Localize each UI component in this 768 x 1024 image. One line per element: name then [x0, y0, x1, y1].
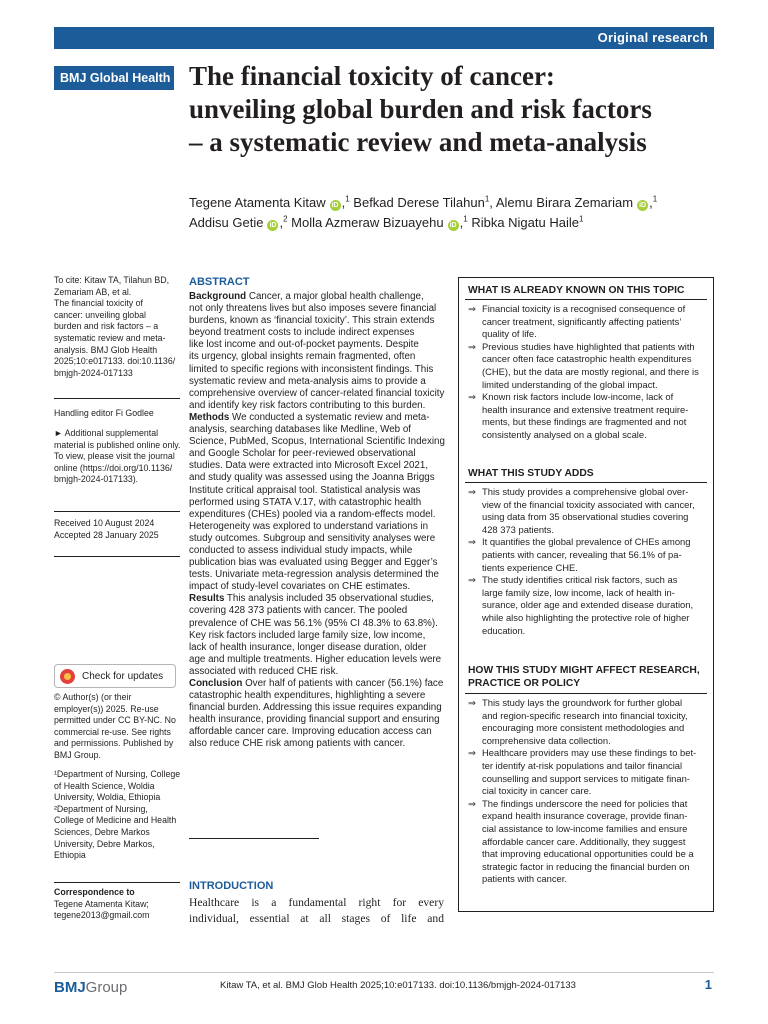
list-affect: [468, 697, 708, 886]
abstract-section-label: Methods: [189, 411, 230, 423]
divider: [54, 556, 180, 557]
footer-citation: Kitaw TA, et al. BMJ Glob Health 2025;10:e017133. doi:10.1136/bmjgh-2024-017133: [220, 980, 576, 991]
list-adds: [468, 486, 708, 637]
abstract-section-label: Background: [189, 291, 247, 302]
body-line: Healthcare is a fundamental right for every: [189, 896, 444, 909]
list-line: tients experience CHE.: [482, 561, 578, 573]
key-messages-box: [458, 277, 714, 912]
box-heading-known: WHAT IS ALREADY KNOWN ON THIS TOPIC: [468, 285, 685, 296]
cite-block: [54, 275, 184, 379]
orcid-icon[interactable]: iD: [449, 222, 457, 229]
abstract-heading: ABSTRACT: [189, 276, 250, 288]
supplemental-link[interactable]: bmjgh-2024-017133).: [54, 474, 139, 485]
list-line: surance, older age and extended disease duration,: [482, 599, 694, 611]
abstract-line: burdens, known as ‘financial toxicity’. This strain extends: [189, 315, 435, 327]
abstract-line: not only threatens lives but also imposes severe financial: [189, 303, 437, 315]
handling-editor: Handling editor Fi Godlee: [54, 408, 154, 418]
list-line: ⇒ Financial toxicity is a recognised consequence of: [468, 303, 686, 314]
abstract-line: study outcomes. Subgroup and sensitivity analyses were: [189, 532, 436, 544]
list-item: [468, 391, 708, 441]
abstract-line: and Google Scholar for peer-reviewed observational: [189, 448, 416, 460]
orcid-icon[interactable]: iD: [331, 202, 339, 209]
abstract-line: age and multiple treatments. Higher education levels were: [189, 653, 442, 665]
page-number: 1: [704, 977, 712, 992]
arrow-icon: ⇒: [468, 797, 476, 809]
received-date: Received 10 August 2024: [54, 518, 155, 528]
list-item: [468, 574, 708, 637]
list-line: ⇒ Previous studies have highlighted that patients with: [468, 340, 695, 352]
list-line: strategic factor in reducing the financial burden on: [482, 860, 690, 872]
divider: [54, 511, 180, 512]
orcid-icon[interactable]: iD: [269, 222, 277, 229]
title-line: The financial toxicity of cancer:: [189, 61, 555, 91]
abstract-line: Background Cancer, a major global health challenge,: [189, 291, 424, 302]
list-line: ⇒ The study identifies critical risk factors, such as: [468, 574, 678, 586]
list-line: consistently analysed on a global scale.: [482, 428, 647, 440]
list-line: view of the financial toxicity associated with cancer,: [482, 498, 695, 510]
cite-line: analysis. BMJ Glob Health: [54, 344, 158, 355]
list-line: ⇒ This study provides a comprehensive global over-: [468, 486, 689, 497]
supplemental-link[interactable]: online (https://doi.org/10.1136/: [54, 462, 173, 473]
list-item: [468, 798, 708, 886]
supplemental-line: ► Additional supplemental: [54, 428, 159, 438]
abstract-line: conducted to assess individual study impacts, while: [189, 544, 413, 556]
cite-line: systematic review and meta-: [54, 332, 166, 343]
divider: [465, 299, 707, 300]
title-line: – a systematic review and meta-analysis: [189, 127, 647, 157]
author-name[interactable]: Tegene Atamenta Kitaw: [189, 195, 326, 210]
author-line: Tegene Atamenta Kitaw iD ,$^1$ Befkad Derese Tilahun$^1$, Alemu Birara Zemariam iD ,$^1$: [189, 194, 658, 210]
author-list: [189, 193, 729, 233]
list-line: quality of life.: [482, 328, 537, 340]
abstract-line: Methods We conducted a systematic review and meta-: [189, 411, 430, 423]
list-line: (CHE), but the data are mostly regional, and there is: [482, 365, 699, 377]
abstract-line: health insurance, providing financial support and ensuring: [189, 714, 440, 726]
accepted-date: Accepted 28 January 2025: [54, 529, 159, 540]
divider: [54, 882, 180, 883]
abstract-line: studies. Data were extracted into Microsoft Excel 2021,: [189, 460, 429, 472]
section-label: Original research: [597, 30, 708, 45]
author-name[interactable]: Ribka Nigatu Haile: [471, 215, 579, 230]
list-line: ⇒ This study lays the groundwork for further global: [468, 697, 683, 708]
dates: [54, 518, 184, 541]
list-line: expand health insurance coverage, provide finan-: [482, 810, 688, 822]
abstract-line: beyond treatment costs to include indirect expenses: [189, 327, 415, 339]
check-updates-label: Check for updates: [82, 670, 164, 682]
author-name[interactable]: Addisu Getie: [189, 215, 264, 230]
abstract-line: Science, PubMed, Scopus, International Scientific Indexing: [189, 436, 445, 448]
abstract-line: Heterogeneity was explored to understand variations in: [189, 520, 429, 532]
section-banner: [54, 27, 714, 49]
journal-badge[interactable]: BMJ Global Health: [54, 66, 174, 90]
supplemental-line: material is published online only.: [54, 439, 181, 450]
abstract-body: [189, 291, 444, 751]
abstract-line: also reduce CHE risk among patients with cancer.: [189, 738, 406, 750]
list-line: that improving educational opportunities could be a: [482, 848, 694, 860]
abstract-line: and identify key risk factors contributing to this burden.: [189, 399, 426, 411]
bmj-group-logo[interactable]: BMJGroup: [54, 979, 128, 996]
orcid-icon[interactable]: iD: [639, 202, 647, 209]
list-item: [468, 486, 708, 536]
box-heading-affect: HOW THIS STUDY MIGHT AFFECT RESEARCH, PRACTICE OR POLICY: [468, 665, 700, 689]
cite-line: 2025;10:e017133. doi:10.1136/: [54, 356, 176, 367]
author-line: Addisu Getie iD ,$^2$ Molla Azmeraw Bizuayehu iD ,$^1$ Ribka Nigatu Haile$^1$: [189, 214, 584, 230]
supplemental-note: [54, 428, 184, 486]
box-heading-adds: WHAT THIS STUDY ADDS: [468, 468, 594, 479]
list-line: patients with cancer.: [482, 873, 567, 885]
correspondence: Correspondence to Tegene Atamenta Kitaw; tegene2013@gmail.com: [54, 887, 184, 922]
arrow-icon: ⇒: [468, 747, 476, 759]
abstract-line: Institute critical appraisal tool. Statistical analysis was: [189, 484, 421, 496]
cite-line: Zemariam AB, et al.: [54, 286, 132, 297]
list-line: ⇒ It quantifies the global prevalence of CHEs among: [468, 536, 691, 548]
divider: [465, 482, 707, 483]
correspondence-heading: Correspondence to: [54, 887, 135, 897]
list-line: counselling and support services to mitigate finan-: [482, 772, 690, 784]
list-line: cancer treatment, significantly affecting patients’: [482, 315, 682, 327]
author-name[interactable]: Befkad Derese Tilahun: [353, 195, 485, 210]
cite-line: The financial toxicity of: [54, 298, 143, 309]
title-line: unveiling global burden and risk factors: [189, 94, 652, 124]
abstract-section-label: Results: [189, 593, 225, 605]
list-line: ⇒ Known risk factors include low-income, lack of: [468, 391, 674, 403]
arrow-icon: ⇒: [468, 391, 476, 403]
list-line: ⇒ Healthcare providers may use these findings to bet-: [468, 747, 697, 759]
cite-line: cancer: unveiling global: [54, 309, 146, 320]
abstract-line: tests. Univariate meta-regression analysis determined the: [189, 569, 439, 581]
arrow-icon: ⇒: [468, 574, 476, 586]
list-line: ter identify at-risk populations and tailor financial: [482, 759, 683, 771]
list-line: and region-specific research into financial toxicity,: [482, 709, 688, 721]
list-line: ments, but these findings are fragmented and not: [482, 416, 687, 428]
affiliations: ¹Department of Nursing, College of Health Science, Woldia University, Woldia, Ethiopia ²Department of Nursing, College of Medicine and Health Sciences, Debre Markos University, Debre Markos, Ethiopia: [54, 769, 181, 861]
divider: [189, 838, 319, 839]
list-item: [468, 697, 708, 747]
list-line: education.: [482, 624, 526, 636]
abstract-line: financial burden. Addressing this issue requires expanding: [189, 702, 442, 714]
copyright: © Author(s) (or their employer(s)) 2025. Re-use permitted under CC BY-NC. No commercial re-use. See rights and permissions. Published by BMJ Group.: [54, 692, 176, 760]
abstract-line: covering 428 373 patients with cancer. The pooled: [189, 605, 408, 617]
arrow-icon: ⇒: [468, 303, 476, 314]
list-line: limited understanding of the global impact.: [482, 378, 658, 390]
list-line: cial assistance to low-income families and ensure: [482, 822, 688, 834]
crossmark-icon: [60, 669, 75, 684]
list-item: [468, 536, 708, 574]
abstract-line: limited to specific regions with inconsistent findings. This: [189, 363, 434, 375]
abstract-line: affordable cancer care. Improving education access can: [189, 726, 432, 738]
abstract-line: performed using STATA V.17, with catastrophic health: [189, 496, 422, 508]
footer-divider: [54, 972, 714, 973]
abstract-line: associated with reduced CHE risk.: [189, 665, 339, 677]
arrow-icon: ⇒: [468, 536, 476, 548]
check-for-updates-button[interactable]: [54, 664, 176, 688]
list-line: using data from 35 observational studies covering: [482, 511, 689, 523]
abstract-line: lack of health insurance, longer disease duration, older: [189, 641, 427, 653]
abstract-line: systematic review and meta-analysis aims to provide a: [189, 375, 426, 387]
list-line: comprehensive data collection.: [482, 734, 611, 746]
abstract-line: Key risk factors included large family size, low income,: [189, 629, 426, 641]
introduction-heading: INTRODUCTION: [189, 880, 274, 892]
abstract-section-label: Conclusion: [189, 678, 243, 689]
abstract-line: and study quality was assessed using the Joanna Briggs: [189, 472, 435, 484]
abstract-line: like lost income and out-of-pocket payments. Despite: [189, 339, 419, 351]
list-line: ⇒ The findings underscore the need for policies that: [468, 797, 688, 809]
abstract-line: catastrophic health expenditures, highlighting a severe: [189, 690, 426, 702]
divider: [465, 693, 707, 694]
body-line: individual, essential at all stages of life and: [189, 912, 444, 925]
correspondence-email[interactable]: tegene2013@gmail.com: [54, 910, 150, 921]
list-item: [468, 747, 708, 797]
list-line: health insurance and extensive treatment require-: [482, 403, 689, 415]
list-line: patients with cancer, revealing that 56.1% of pa-: [482, 548, 682, 560]
divider: [54, 398, 180, 399]
list-line: 428 373 patients.: [482, 523, 554, 535]
abstract-line: its urgency, global insights remain fragmented, often: [189, 351, 416, 363]
abstract-line: publication bias was evaluated using Begger and Egger’s: [189, 557, 438, 569]
abstract-line: prevalence of CHE was 56.1% (95% CI 48.3% to 63.8%).: [189, 617, 438, 629]
list-line: encouraging more consistent methodologies and: [482, 722, 685, 734]
supplemental-line: To view, please visit the journal: [54, 451, 175, 462]
arrow-icon: ⇒: [468, 340, 476, 352]
list-line: cancer often face catastrophic health expenditures: [482, 353, 692, 365]
abstract-line: impact of study-level covariates on CHE estimates.: [189, 581, 411, 593]
list-item: [468, 341, 708, 391]
list-item: [468, 303, 708, 341]
list-line: while also highlighting the protective role of higher: [482, 611, 690, 623]
list-line: large family size, low income, lack of health in-: [482, 586, 675, 598]
article-title: [189, 60, 729, 159]
abstract-line: analysis, searching databases like Medline, Web of: [189, 424, 412, 436]
author-name[interactable]: Molla Azmeraw Bizuayehu: [291, 215, 444, 230]
abstract-line: expenditures (CHEs) pooled via a random-effects model.: [189, 508, 436, 520]
author-name[interactable]: Alemu Birara Zemariam: [495, 195, 634, 210]
list-known: [468, 303, 708, 442]
cite-line: To cite: Kitaw TA, Tilahun BD,: [54, 275, 170, 285]
cite-line[interactable]: bmjgh-2024-017133: [54, 367, 133, 378]
abstract-line: Conclusion Over half of patients with cancer (56.1%) face: [189, 678, 444, 689]
list-line: cial toxicity in cancer care.: [482, 785, 592, 797]
arrow-icon: ⇒: [468, 697, 476, 708]
cite-line: burden and risk factors – a: [54, 321, 159, 332]
abstract-line: Results This analysis included 35 observational studies,: [189, 593, 434, 605]
list-line: affordable cancer care. Additionally, they suggest: [482, 835, 686, 847]
arrow-icon: ⇒: [468, 486, 476, 497]
introduction-body: [189, 895, 444, 927]
abstract-line: comprehensive overview of cancer-related financial toxicity: [189, 387, 445, 399]
